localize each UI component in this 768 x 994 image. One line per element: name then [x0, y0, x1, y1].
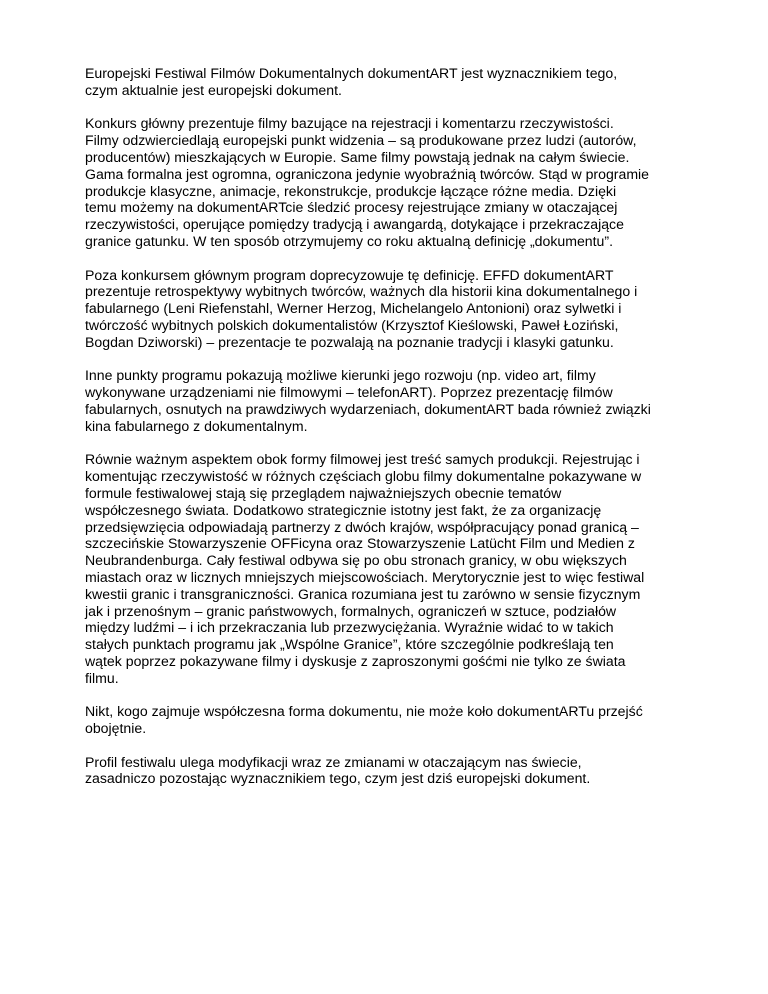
- paragraph-content-and-borders: Równie ważnym aspektem obok formy filmowej jest treść samych produkcji. Rejestrując i komentując rzeczywistość w różnych częściach globu filmy dokumentalne pokazywane w formule festiwalowej stają się przeglądem najważniejszych obecnie tematów współczesnego świata. Dodatkowo strategicznie istotny jest fakt, że za organizację przedsięwzięcia odpowiadają partnerzy z dwóch krajów, współpracujący ponad granicą – szczecińskie Stowarzyszenie OFFicyna oraz Stowarzyszenie Latücht Film und Medien z Neubrandenburga. Cały festiwal odbywa się po obu stronach granicy, w obu większych miastach oraz w licznych mniejszych miejscowościach. Merytorycznie jest to więc festiwal kwestii granic i transgraniczności. Granica rozumiana jest tu zarówno w sensie fizycznym jak i przenośnym – granic państwowych, formalnych, ograniczeń w sztuce, podziałów między ludźmi – i ich przekraczania lub przezwyciężania. Wyraźnie widać to w takich stałych punktach programu jak „Wspólne Granice”, które szczególnie podkreślają ten wątek poprzez pokazywane filmy i dyskusje z zaproszonymi gośćmi nie tylko ze świata filmu.: [85, 451, 645, 686]
- paragraph-contemporary-form: Nikt, kogo zajmuje współczesna forma dokumentu, nie może koło dokumentARTu przejść obojętnie.: [85, 703, 643, 737]
- paragraph-program-directions: Inne punkty programu pokazują możliwe kierunki jego rozwoju (np. video art, filmy wykonywane urządzeniami nie filmowymi – telefonART). Poprzez prezentację filmów fabularnych, osnutych na prawdziwych wydarzeniach, dokumentART bada również związki kina fabularnego z dokumentalnym.: [85, 367, 651, 434]
- document-body: [85, 65, 705, 804]
- paragraph-festival-profile: Profil festiwalu ulega modyfikacji wraz ze zmianami w otaczającym nas świecie, zasadniczo pozostając wyznacznikiem tego, czym jest dziś europejski dokument.: [85, 753, 591, 787]
- paragraph-main-competition: Konkurs główny prezentuje filmy bazujące na rejestracji i komentarzu rzeczywistości. Filmy odzwierciedlają europejski punkt widzenia – są produkowane przez ludzi (autorów, producentów) mieszkających w Europie. Same filmy powstają jednak na całym świecie. Gama formalna jest ogromna, ograniczona jedynie wyobraźnią twórców. Stąd w programie produkcje klasyczne, animacje, rekonstrukcje, produkcje łączące różne media. Dzięki temu możemy na dokumentARTcie śledzić procesy rejestrujące zmiany w otaczającej rzeczywistości, operujące pomiędzy tradycją i awangardą, dotykające i przekraczające granice gatunku. W ten sposób otrzymujemy co roku aktualną definicję „dokumentu”.: [85, 115, 650, 249]
- paragraph-intro: Europejski Festiwal Filmów Dokumentalnych dokumentART jest wyznacznikiem tego, czym aktualnie jest europejski dokument.: [85, 65, 618, 98]
- paragraph-retrospectives: Poza konkursem głównym program doprecyzowuje tę definicję. EFFD dokumentART prezentuje retrospektywy wybitnych twórców, ważnych dla historii kina dokumentalnego i fabularnego (Leni Riefenstahl, Werner Herzog, Michelangelo Antonioni) oraz sylwetki i twórczość wybitnych polskich dokumentalistów (Krzysztof Kieślowski, Paweł Łoziński, Bogdan Dziworski) – prezentacje te pozwalają na poznanie tradycji i klasyki gatunku.: [85, 266, 638, 350]
